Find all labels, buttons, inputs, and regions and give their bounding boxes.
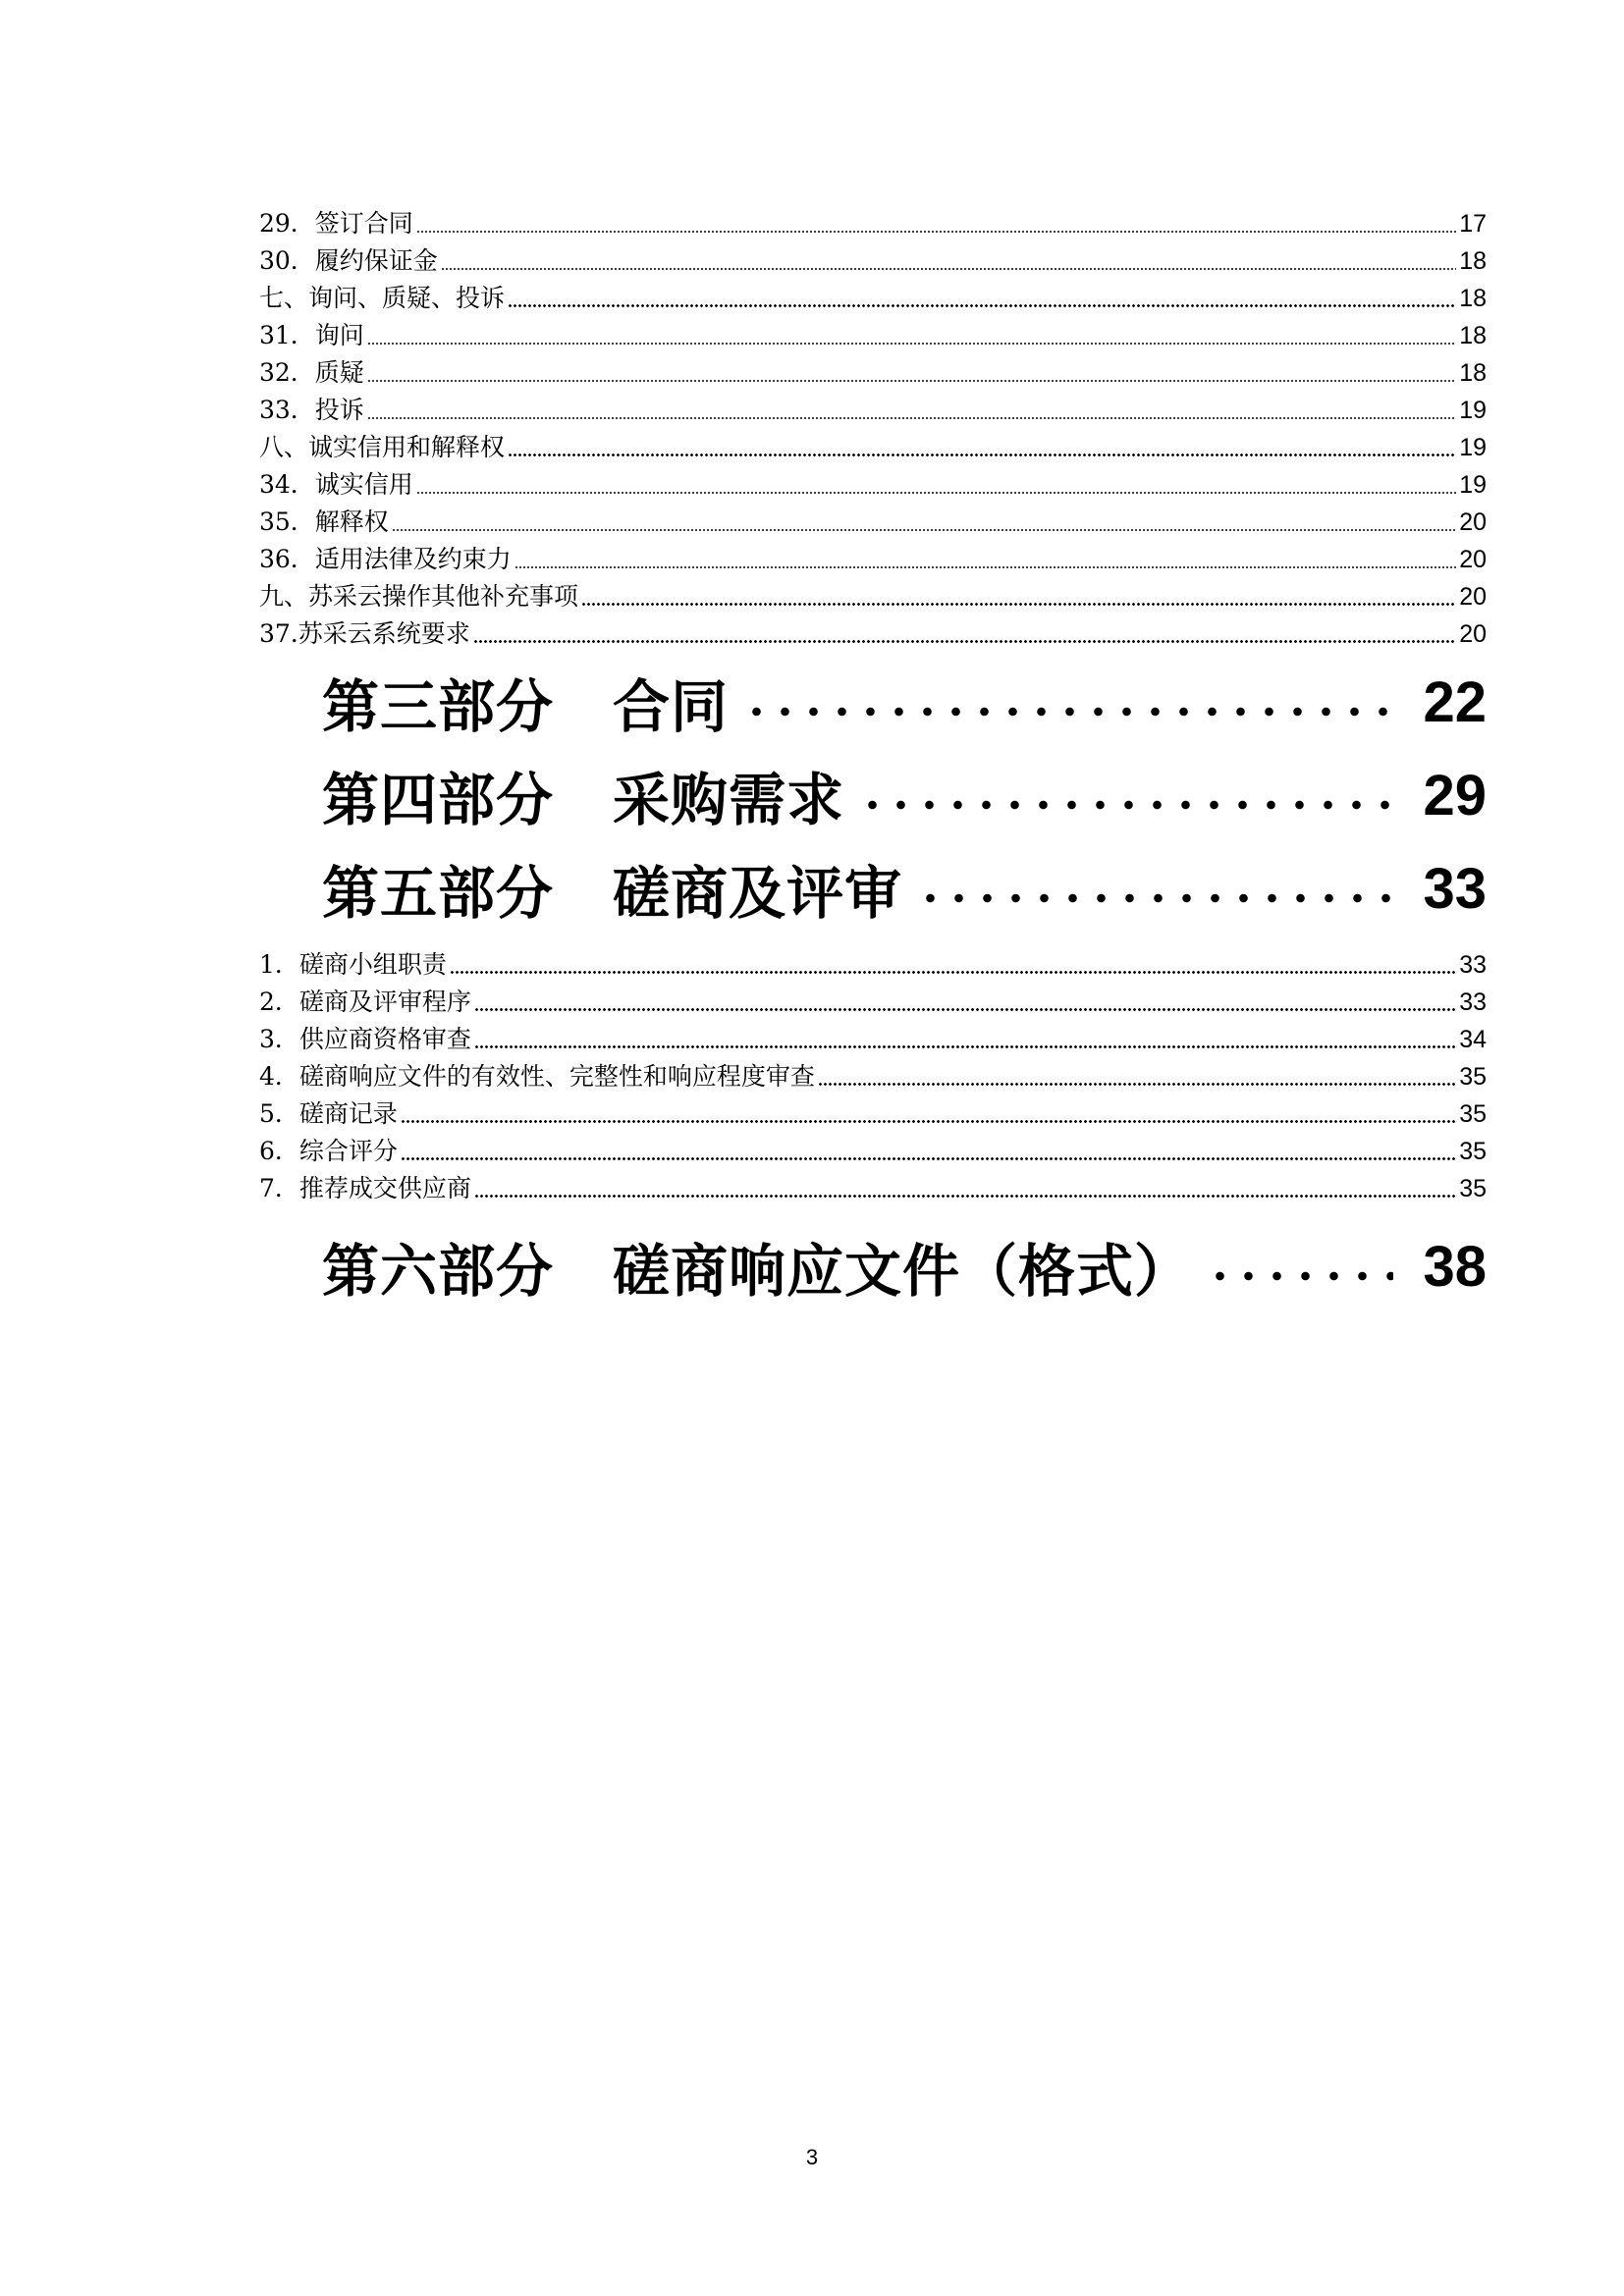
dot-leader — [401, 1157, 1456, 1160]
toc-entry-title: 7．推荐成交供应商 — [259, 1174, 471, 1202]
toc-entry-page: 17 — [1459, 210, 1487, 238]
toc-entry-title: 34．诚实信用 — [259, 470, 413, 499]
dot-leader — [474, 1045, 1456, 1048]
toc-entry-title: 29．签订合同 — [259, 209, 413, 238]
toc-entry-title: 31．询问 — [259, 321, 364, 349]
toc-entry-page: 33 — [1459, 951, 1487, 979]
toc-entry-page: 19 — [1459, 471, 1487, 499]
toc-entry[interactable] — [259, 1166, 1487, 1203]
part-heading-text: 第五部分 磋商及评审 — [322, 860, 903, 927]
dot-leader — [474, 1195, 1456, 1198]
toc-entry-page: 33 — [1459, 988, 1487, 1016]
dot-leader — [514, 566, 1456, 568]
dot-leader — [742, 706, 1393, 718]
toc-part-heading[interactable] — [322, 849, 1487, 928]
toc-list-lower — [259, 942, 1487, 1203]
part-heading-text: 第六部分 磋商响应文件（格式） — [322, 1238, 1193, 1305]
toc-entry-title: 八、诚实信用和解释权 — [259, 433, 506, 461]
toc-entry[interactable] — [259, 980, 1487, 1017]
toc-entry-page: 35 — [1459, 1175, 1487, 1202]
part-page: 29 — [1423, 763, 1487, 828]
toc-entry-title: 36．适用法律及约束力 — [259, 545, 512, 573]
toc-entry-page: 18 — [1459, 322, 1487, 349]
toc-entry[interactable] — [259, 942, 1487, 980]
toc-entry[interactable] — [259, 201, 1487, 239]
part-heading-text: 第四部分 采购需求 — [322, 767, 845, 833]
toc-part-heading[interactable] — [322, 756, 1487, 834]
dot-leader — [367, 417, 1456, 419]
dot-leader — [581, 603, 1456, 606]
toc-entry-title: 1．磋商小组职责 — [259, 950, 447, 979]
toc-entry-page: 18 — [1459, 359, 1487, 387]
toc-entry[interactable] — [259, 1129, 1487, 1166]
toc-entry-title: 九、苏采云操作其他补充事项 — [259, 582, 579, 611]
dot-leader — [508, 454, 1456, 456]
dot-leader — [441, 268, 1456, 270]
dot-leader — [1206, 1270, 1393, 1282]
toc-entry-page: 18 — [1459, 247, 1487, 275]
toc-entry-title: 3．供应商资格审查 — [259, 1025, 471, 1053]
toc-entry[interactable] — [259, 612, 1487, 649]
toc-entry-page: 20 — [1459, 508, 1487, 536]
part-page: 22 — [1423, 669, 1487, 734]
toc-entry-page: 20 — [1459, 620, 1487, 648]
toc-entry-title: 2．磋商及评审程序 — [259, 988, 471, 1016]
toc-entry-page: 20 — [1459, 546, 1487, 573]
dot-leader — [450, 971, 1456, 974]
dot-leader — [473, 640, 1456, 643]
part-heading-text: 第三部分 合同 — [322, 673, 730, 740]
dot-leader — [508, 304, 1456, 307]
toc-entry-page: 19 — [1459, 397, 1487, 424]
toc-entry[interactable] — [259, 1092, 1487, 1129]
toc-entry-page: 34 — [1459, 1026, 1487, 1053]
toc-entry-page: 35 — [1459, 1100, 1487, 1128]
toc-entry-title: 4．磋商响应文件的有效性、完整性和响应程度审查 — [259, 1062, 815, 1091]
dot-leader — [416, 492, 1456, 494]
toc-list-upper — [259, 201, 1487, 649]
toc-entry-title: 6．综合评分 — [259, 1137, 398, 1165]
part-page: 33 — [1423, 856, 1487, 921]
toc-entry-page: 19 — [1459, 434, 1487, 461]
toc-entry[interactable] — [259, 388, 1487, 425]
toc-entry-title: 33．投诉 — [259, 396, 364, 424]
dot-leader — [858, 799, 1393, 811]
toc-entry-page: 35 — [1459, 1063, 1487, 1091]
dot-leader — [474, 1008, 1456, 1011]
toc-entry[interactable] — [259, 239, 1487, 276]
toc-entry[interactable] — [259, 462, 1487, 500]
toc-entry-title: 37.苏采云系统要求 — [259, 619, 470, 648]
page-number: 3 — [805, 2145, 819, 2169]
dot-leader — [401, 1120, 1456, 1123]
toc-part-heading[interactable] — [322, 663, 1487, 741]
dot-leader — [916, 892, 1393, 904]
toc-entry[interactable] — [259, 276, 1487, 313]
toc-entry-title: 32．质疑 — [259, 358, 364, 387]
toc-entry[interactable] — [259, 574, 1487, 612]
toc-entry[interactable] — [259, 350, 1487, 388]
toc-entry[interactable] — [259, 313, 1487, 350]
toc-entry[interactable] — [259, 425, 1487, 462]
dot-leader — [818, 1083, 1456, 1086]
toc-entry-title: 七、询问、质疑、投诉 — [259, 284, 506, 312]
toc-part-heading[interactable] — [322, 1227, 1487, 1306]
toc-entry[interactable] — [259, 1054, 1487, 1092]
toc-entry-page: 18 — [1459, 285, 1487, 312]
toc-entry-page: 20 — [1459, 583, 1487, 611]
dot-leader — [367, 343, 1456, 345]
dot-leader — [392, 529, 1456, 531]
dot-leader — [367, 380, 1456, 382]
toc-entry-title: 5．磋商记录 — [259, 1099, 398, 1128]
part-page: 38 — [1423, 1234, 1487, 1299]
toc-entry-title: 30．履约保证金 — [259, 246, 438, 275]
toc-entry[interactable] — [259, 500, 1487, 537]
toc-entry-title: 35．解释权 — [259, 507, 389, 536]
toc-entry[interactable] — [259, 537, 1487, 574]
dot-leader — [416, 231, 1456, 233]
toc-entry[interactable] — [259, 1017, 1487, 1054]
toc-entry-page: 35 — [1459, 1138, 1487, 1165]
